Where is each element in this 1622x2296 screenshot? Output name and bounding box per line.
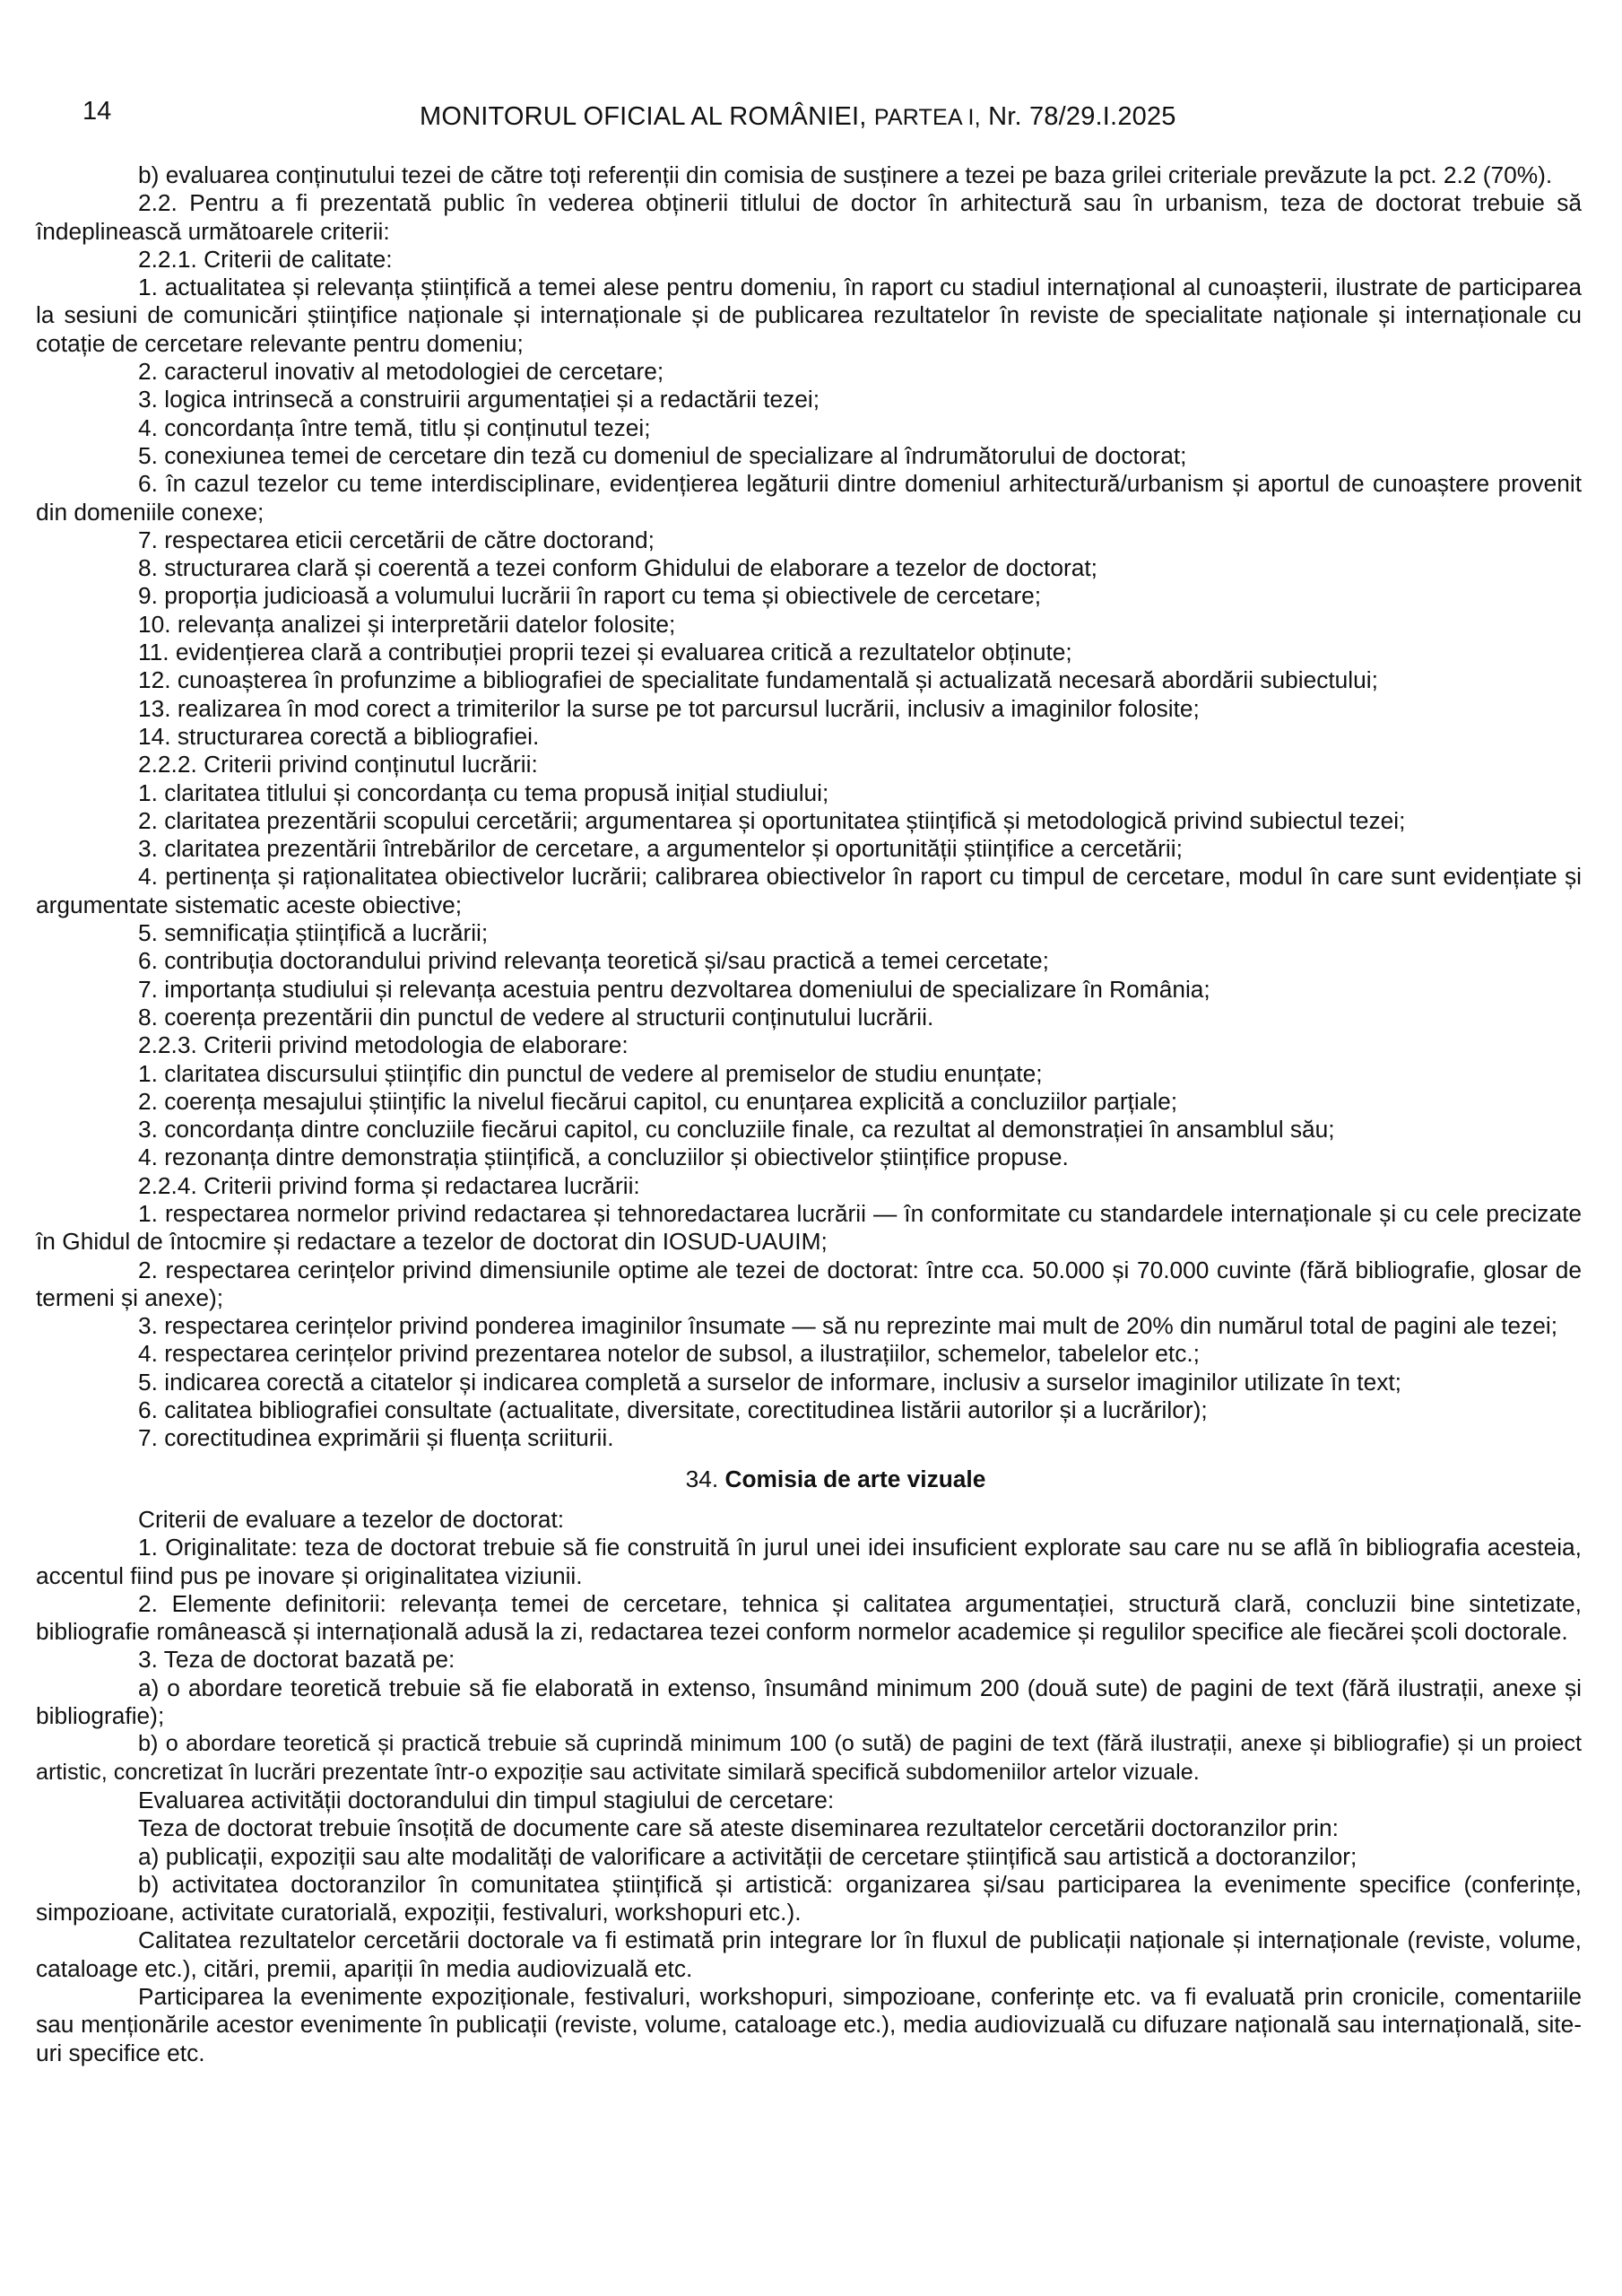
paragraph: 1. claritatea discursului științific din punctul de vedere al premiselor de studiu enunțate;: [138, 1059, 1043, 1087]
paragraph: 6. în cazul tezelor cu teme interdisciplinare, evidențierea legăturii dintre domeniul arhitectură/urbanism și aportul de cunoaștere provenit din domeniile conexe;: [36, 470, 1582, 526]
paragraph: 10. relevanța analizei și interpretării datelor folosite;: [138, 610, 676, 638]
page-number: 14: [82, 97, 112, 126]
paragraph: 7. corectitudinea exprimării și fluența scriiturii.: [138, 1424, 614, 1452]
paragraph: b) o abordare teoretică și practică trebuie să cuprindă minimum 100 (o sută) de pagini de text (fără ilustrații, anexe și bibliografie) și un proiect artistic, concretizat în lucrări prezentate într-o expoziție sau activitate similară specifică subdomeniilor artelor vizuale.: [36, 1731, 1582, 1785]
paragraph: 2.2.1. Criterii de calitate:: [138, 245, 393, 273]
paragraph: 6. contribuția doctorandului privind relevanța teoretică și/sau practică a temei cercetate;: [138, 947, 1049, 975]
paragraph: 3. Teza de doctorat bazată pe:: [138, 1646, 455, 1674]
paragraph: a) publicații, expoziții sau alte modalități de valorificare a activității de cercetare științifică sau artistică a doctoranzilor;: [138, 1842, 1357, 1870]
paragraph: 3. respectarea cerințelor privind ponderea imaginilor însumate — să nu reprezinte mai mult de 20% din numărul total de pagini ale tezei;: [138, 1312, 1558, 1340]
paragraph: 2. coerența mesajului științific la nivelul fiecărui capitol, cu enunțarea explicită a concluziilor parțiale;: [138, 1087, 1178, 1115]
paragraph: 2.2.3. Criterii privind metodologia de elaborare:: [138, 1031, 629, 1059]
paragraph: 1. claritatea titlului și concordanța cu tema propusă inițial studiului;: [138, 778, 829, 806]
section-heading: [36, 1465, 1582, 1493]
paragraph: 7. importanța studiului și relevanța acestuia pentru dezvoltarea domeniului de specializare în România;: [138, 975, 1210, 1003]
paragraph: 3. concordanța dintre concluziile fiecărui capitol, cu concluziile finale, ca rezultat al demonstrației în ansamblul său;: [138, 1116, 1335, 1144]
paragraph: Participarea la evenimente expoziționale, festivaluri, workshopuri, simpozioane, conferințe etc. va fi evaluată prin cronicile, comentariile sau menționările acestor evenimente în publicații (reviste, volume, cataloage etc.), media audiovizuală cu difuzare națională sau internațională, site-uri specifice etc.: [36, 1983, 1582, 2066]
paragraph: 4. pertinența și raționalitatea obiectivelor lucrării; calibrarea obiectivelor în raport cu timpul de cercetare, modul în care sunt evidențiate și argumentate sistematic aceste obiective;: [36, 863, 1582, 918]
paragraph: Teza de doctorat trebuie însoțită de documente care să ateste diseminarea rezultatelor cercetării doctoranzilor prin:: [138, 1814, 1339, 1842]
paragraph: Evaluarea activității doctorandului din timpul stagiului de cercetare:: [138, 1786, 835, 1813]
paragraph: 3. claritatea prezentării întrebărilor de cercetare, a argumentelor și oportunității științifice a cercetării;: [138, 835, 1183, 863]
paragraph: 2.2.4. Criterii privind forma și redactarea lucrării:: [138, 1171, 640, 1199]
paragraph: 4. concordanța între temă, titlu și conținutul tezei;: [138, 413, 651, 441]
paragraph: 4. rezonanța dintre demonstrația științifică, a concluziilor și obiectivelor științifice propuse.: [138, 1144, 1069, 1171]
paragraph: 14. structurarea corectă a bibliografiei.: [138, 722, 540, 750]
paragraph: 3. logica intrinsecă a construirii argumentației și a redactării tezei;: [138, 386, 820, 413]
paragraph: 11. evidențierea clară a contribuției proprii tezei și evaluarea critică a rezultatelor obținute;: [138, 639, 1072, 666]
paragraph: 2. claritatea prezentării scopului cercetării; argumentarea și oportunitatea științifică și metodologică privind subiectul tezei;: [138, 806, 1406, 834]
paragraph: 13. realizarea în mod corect a trimiterilor la surse pe tot parcursul lucrării, inclusiv a imaginilor folosite;: [138, 694, 1200, 722]
publication-part: PARTEA I,: [873, 105, 981, 130]
paragraph: 2. caracterul inovativ al metodologiei de cercetare;: [138, 358, 664, 386]
paragraph: 5. semnificația științifică a lucrării;: [138, 919, 489, 947]
paragraph: b) activitatea doctoranzilor în comunitatea științifică și artistică: organizarea și/sau participarea la evenimente specifice (conferințe, simpozioane, activitate curatorială, expoziții, festivaluri, workshopuri etc.).: [36, 1870, 1582, 1926]
section-number: 34.: [685, 1465, 719, 1492]
paragraph: 1. respectarea normelor privind redactarea și tehnoredactarea lucrării — în conformitate cu standardele internaționale și cu cele precizate în Ghidul de întocmire și redactare a tezelor de doctorat din IOSUD-UAUIM;: [36, 1199, 1582, 1256]
paragraph: 2. Elemente definitorii: relevanța temei de cercetare, tehnica și calitatea argumentației, structură clară, concluzii bine sintetizate, bibliografie românească și internațională adusă la zi, redactarea tezei conform normelor academice și regulilor specifice ale fiecărei școli doctorale.: [36, 1589, 1582, 1646]
paragraph: 1. Originalitate: teza de doctorat trebuie să fie construită în jurul unei idei insuficient explorate sau care nu se află în bibliografia acesteia, accentul fiind pus pe inovare și originalitatea viziunii.: [36, 1534, 1582, 1589]
paragraph: 2.2.2. Criterii privind conținutul lucrării:: [138, 751, 538, 778]
paragraph: 5. conexiunea temei de cercetare din teză cu domeniul de specializare al îndrumătorului de doctorat;: [138, 441, 1187, 469]
paragraph: 9. proporția judicioasă a volumului lucrării în raport cu tema și obiectivele de cercetare;: [138, 582, 1042, 610]
paragraph: 2.2. Pentru a fi prezentată public în vederea obținerii titlului de doctor în arhitectură sau în urbanism, teza de doctorat trebuie să îndeplinească următoarele criterii:: [36, 189, 1582, 245]
paragraph: a) o abordare teoretică trebuie să fie elaborată in extenso, însumând minimum 200 (două sute) de pagini de text (fără ilustrații, anexe și bibliografie);: [36, 1674, 1582, 1730]
document-body: [36, 161, 1582, 2067]
issue-number: Nr. 78/29.I.2025: [988, 102, 1176, 131]
paragraph: 12. cunoașterea în profunzime a bibliografiei de specialitate fundamentală și actualizată necesară abordării subiectului;: [138, 666, 1378, 694]
paragraph: Criterii de evaluare a tezelor de doctorat:: [138, 1505, 565, 1533]
publication-name: MONITORUL OFICIAL AL ROMÂNIEI,: [420, 102, 867, 131]
paragraph: 5. indicarea corectă a citatelor și indicarea completă a surselor de informare, inclusiv a surselor imaginilor utilizate în text;: [138, 1368, 1401, 1396]
paragraph: Calitatea rezultatelor cercetării doctorale va fi estimată prin integrare lor în fluxul de publicații naționale și internaționale (reviste, volume, cataloage etc.), citări, premii, apariții în media audiovizuală etc.: [36, 1926, 1582, 1982]
paragraph: b) evaluarea conținutului tezei de către toți referenții din comisia de susținere a tezei pe baza grilei criteriale prevăzute la pct. 2.2 (70%).: [138, 161, 1553, 188]
paragraph: 7. respectarea eticii cercetării de către doctorand;: [138, 526, 655, 553]
paragraph: 4. respectarea cerințelor privind prezentarea notelor de subsol, a ilustrațiilor, schemelor, tabelelor etc.;: [138, 1340, 1200, 1368]
paragraph: 6. calitatea bibliografiei consultate (actualitate, diversitate, corectitudinea listării autorilor și a lucrărilor);: [138, 1396, 1208, 1424]
paragraph: 8. structurarea clară și coerentă a tezei conform Ghidului de elaborare a tezelor de doctorat;: [138, 554, 1097, 582]
section-title: Comisia de arte vizuale: [724, 1465, 986, 1492]
paragraph: 8. coerența prezentării din punctul de vedere al structurii conținutului lucrării.: [138, 1003, 934, 1031]
running-header: [420, 102, 1176, 132]
paragraph: 2. respectarea cerințelor privind dimensiunile optime ale tezei de doctorat: între cca. 50.000 și 70.000 cuvinte (fără bibliografie, glosar de termeni și anexe);: [36, 1256, 1582, 1311]
paragraph: 1. actualitatea și relevanța științifică a temei alese pentru domeniu, în raport cu stadiul internațional al cunoașterii, ilustrate de participarea la sesiuni de comunicări științifice naționale și internaționale și de publicarea rezultatelor în reviste de specialitate naționale și internaționale cu cotație de cercetare relevante pentru domeniu;: [36, 274, 1582, 357]
